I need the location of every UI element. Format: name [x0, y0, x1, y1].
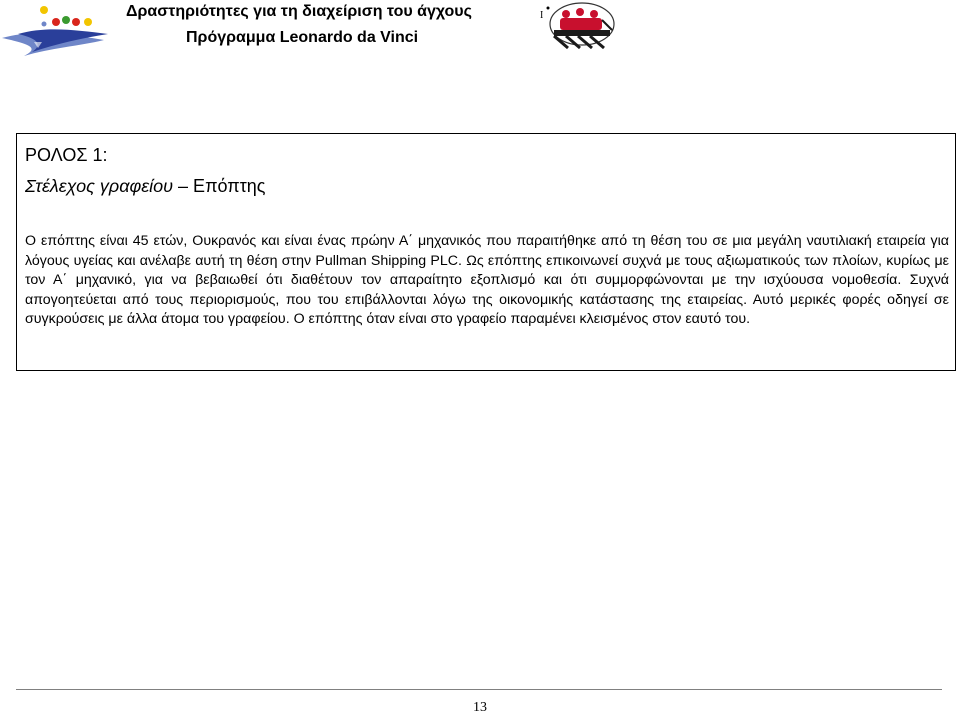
role-title-rank: – Επόπτης: [173, 176, 266, 196]
footer-divider: [16, 689, 942, 690]
partner-rowing-logo: [536, 0, 616, 56]
role-title: [25, 175, 265, 197]
eu-program-logo: [0, 4, 112, 60]
role-heading: ΡΟΛΟΣ 1:: [25, 145, 108, 165]
header-subtitle: Πρόγραμμα Leonardo da Vinci: [186, 29, 419, 46]
page-header: [0, 0, 960, 70]
page-number: 13: [473, 700, 487, 715]
header-title: Δραστηριότητες για τη διαχείριση του άγχους: [126, 3, 472, 20]
role-title-position: Στέλεχος γραφείου: [25, 176, 174, 196]
svg-text:I: I: [540, 10, 544, 21]
role-card: [16, 133, 956, 371]
role-description: Ο επόπτης είναι 45 ετών, Ουκρανός και είναι ένας πρώην Α΄ μηχανικός που παραιτήθηκε από τη θέση του σε μια μεγάλη ναυτιλιακή εταιρεία για λόγους υγείας και ανέλαβε αυτή τη θέση στην Pullman Shipping PLC. Ως επόπτης επικοινωνεί συχνά με τους αξιωματικούς των πλοίων, κυρίως με τον Α΄ μηχανικό, για να βεβαιωθεί ότι διαθέτουν τον απαραίτητο εξοπλισμό και ότι συμμορφώνονται με την ισχύουσα νομοθεσία. Συχνά απογοητεύεται από τους περιορισμούς, που του επιβάλλονται λόγω της οικονομικής κατάστασης της εταιρείας. Αυτό μερικές φορές οδηγεί σε συγκρούσεις με άλλα άτομα του γραφείου. Ο επόπτης όταν είναι στο γραφείο παραμένει κλεισμένος στον εαυτό του.: [25, 233, 949, 328]
